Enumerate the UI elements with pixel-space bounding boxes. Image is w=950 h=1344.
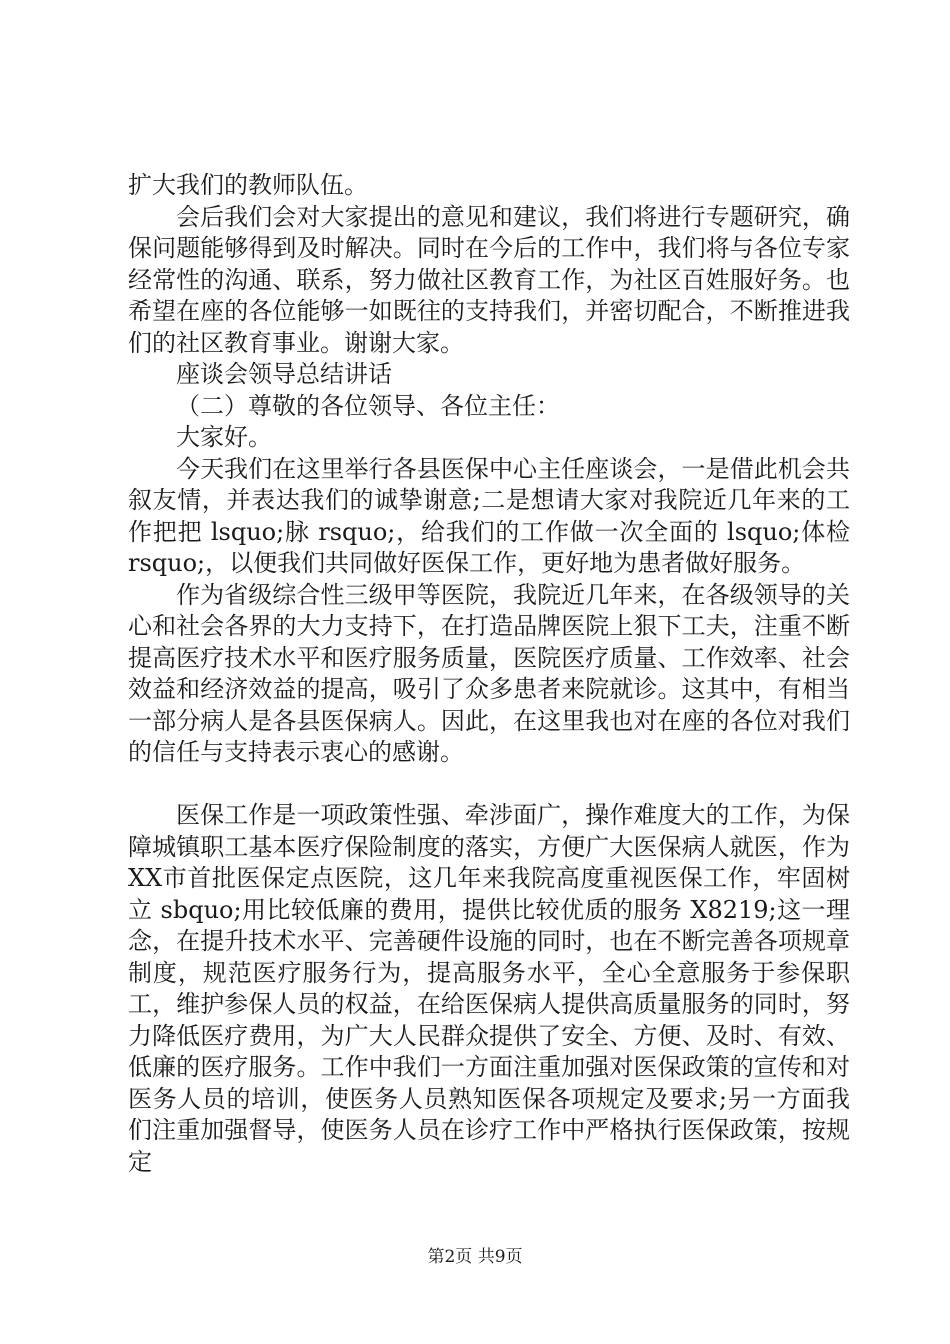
paragraph-hospital-intro: 作为省级综合性三级甲等医院，我院近几年来，在各级领导的关心和社会各界的大力支持下，在打造品牌医院上狠下工夫，注重不断提高医疗技术水平和医疗服务质量，医院医疗质量、工作效率、社会效益和经济效益的提高，吸引了众多患者来院就诊。这其中，有相当一部分病人是各县医保病人。因此，在这里我也对在座的各位对我们的信任与支持表示衷心的感谢。: [128, 580, 850, 766]
paragraph-continuation: 扩大我们的教师队伍。: [128, 171, 368, 199]
greeting: 大家好。: [176, 423, 272, 451]
document-body: [128, 170, 850, 1178]
paragraph-closing-remarks: 会后我们会对大家提出的意见和建议，我们将进行专题研究，确保问题能够得到及时解决。同时在今后的工作中，我们将与各位专家经常性的沟通、联系，努力做社区教育工作，为社区百姓服好务。也希望在座的各位能够一如既往的支持我们，并密切配合，不断推进我们的社区教育事业。谢谢大家。: [128, 202, 850, 357]
paragraph-meeting-purpose: 今天我们在这里举行各县医保中心主任座谈会，一是借此机会共叙友情，并表达我们的诚挚谢意;二是想请大家对我院近几年来的工作把把 lsquo;脉 rsquo;，给我们的工作做一次全面的 lsquo;体检 rsquo;，以便我们共同做好医保工作，更好地为患者做好服务。: [128, 454, 850, 577]
section-heading: 座谈会领导总结讲话: [176, 360, 392, 388]
paragraph-gap: [128, 769, 850, 801]
page-footer: 第2页 共9页: [427, 1247, 523, 1267]
paragraph-insurance-work: 医保工作是一项政策性强、牵涉面广，操作难度大的工作，为保障城镇职工基本医疗保险制度的落实，方便广大医保病人就医，作为XX市首批医保定点医院，这几年来我院高度重视医保工作，牢固树立 sbquo;用比较低廉的费用，提供比较优质的服务 X8219;这一理念，在提升技术水平、完善硬件设施的同时，也在不断完善各项规章制度，规范医疗服务行为，提高服务水平，全心全意服务于参保职工，维护参保人员的权益，在给医保病人提供高质量服务的同时，努力降低医疗费用，为广大人民群众提供了安全、方便、及时、有效、低廉的医疗服务。工作中我们一方面注重加强对医保政策的宣传和对医务人员的培训，使医务人员熟知医保各项规定及要求;另一方面我们注重加强督导，使医务人员在诊疗工作中严格执行医保政策，按规定: [128, 801, 850, 1176]
salutation: （二）尊敬的各位领导、各位主任：: [176, 391, 560, 420]
